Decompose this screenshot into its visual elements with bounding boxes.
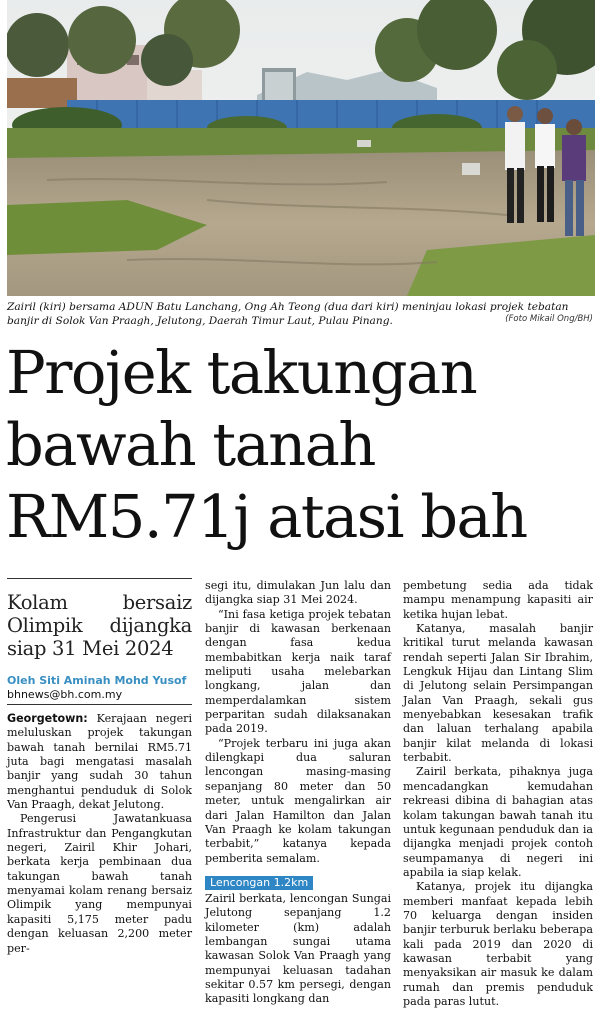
photo-credit: (Foto Mikail Ong/BH) xyxy=(505,314,593,324)
headline-line-2: bawah tanah xyxy=(6,410,375,479)
column-1 xyxy=(7,578,192,956)
paragraph: “Projek terbaru ini juga akan dilengkapi dua saluran lencongan masing-masing sepanjang 80 meter dan 50 meter, untuk mengalirkan air dari Jalan Hamilton dan Jalan Van Praagh ke kolam takungan terbabit,” katanya kepada pemberita semalam. xyxy=(205,736,391,865)
paragraph: segi itu, dimulakan Jun lalu dan dijangka siap 31 Mei 2024. xyxy=(205,579,391,607)
paragraph: Katanya, projek itu dijangka memberi manfaat kepada lebih 70 keluarga dengan insiden banjir terburuk berlaku beberapa kali pada 2019 dan 2020 di kawasan terbabit yang menyaksikan air masuk ke dalam rumah dan premis penduduk pada paras lutut. xyxy=(403,880,593,1008)
headline-line-1: Projek takungan xyxy=(6,338,477,407)
photo-caption: Zairil (kiri) bersama ADUN Batu Lanchang, Ong Ah Teong (dua dari kiri) meninjau lokasi projek tebatan banjir di Solok Van Praagh, Jelutong, Daerah Timur Laut, Pulau Pinang. xyxy=(7,301,569,327)
deck-rule xyxy=(7,578,192,579)
headline-line-3: RM5.71j atasi bah xyxy=(6,482,527,551)
paragraph: pembetung sedia ada tidak mampu menampung kapasiti air ketika hujan lebat. xyxy=(403,579,593,621)
author-email[interactable]: bhnews@bh.com.my xyxy=(7,688,192,705)
byline: Oleh Siti Aminah Mohd Yusof xyxy=(7,674,187,687)
headline xyxy=(6,337,596,553)
column-3 xyxy=(403,579,593,1009)
paragraph: Katanya, masalah banjir kritikal turut melanda kawasan rendah seperti Jalan Sir Ibrahim, Lengkuk Hijau dan Lintang Slim di Jelutong selain Persimpangan Jalan Van Praagh, sekali gus menyebabkan kesesakan trafik dan laluan terhalang apabila banjir kilat melanda di lokasi terbabit. xyxy=(403,622,593,765)
paragraph: Zairil berkata, lencongan Sungai Jelutong sepanjang 1.2 kilometer (km) adalah lembangan sungai utama kawasan Solok Van Praagh yang mempunyai keluasan tadahan sekitar 0.57 km persegi, dengan kapasiti longkang dan xyxy=(205,891,391,1006)
subheading: Lencongan 1.2km xyxy=(205,876,313,890)
paragraph: Pengerusi Jawatankuasa Infrastruktur dan Pengangkutan negeri, Zairil Khir Johari, berkata kerja pembinaan dua takungan bawah tanah menyamai kolam renang bersaiz Olimpik yang mempunyai kapasiti 5,175 meter padu dengan keluasan 2,200 meter per- xyxy=(7,812,192,955)
paragraph: Georgetown: Kerajaan negeri meluluskan projek takungan bawah tanah bernilai RM5.71 juta bagi mengatasi masalah banjir yang sudah 30 tahun menghantui penduduk di Solok Van Praagh, dekat Jelutong. xyxy=(7,712,192,812)
column-2 xyxy=(205,579,391,1007)
deck: Kolam bersaiz Olimpik dijangka siap 31 Mei 2024 xyxy=(7,591,192,660)
news-photo xyxy=(7,0,595,296)
paragraph: “Ini fasa ketiga projek tebatan banjir di kawasan berkenaan dengan fasa kedua membabitkan kerja naik taraf meliputi usaha melebarkan longkang, jalan dan memperdalamkan sistem perparitan sudah dilaksanakan pada 2019. xyxy=(205,607,391,736)
paragraph: Zairil berkata, pihaknya juga mencadangkan kemudahan rekreasi dibina di bahagian atas kolam takungan bawah tanah itu untuk kegunaan penduduk dan ia dijangka menjadi projek contoh seumpamanya di negeri ini apabila ia siap kelak. xyxy=(403,765,593,879)
dateline: Georgetown: xyxy=(7,712,88,725)
